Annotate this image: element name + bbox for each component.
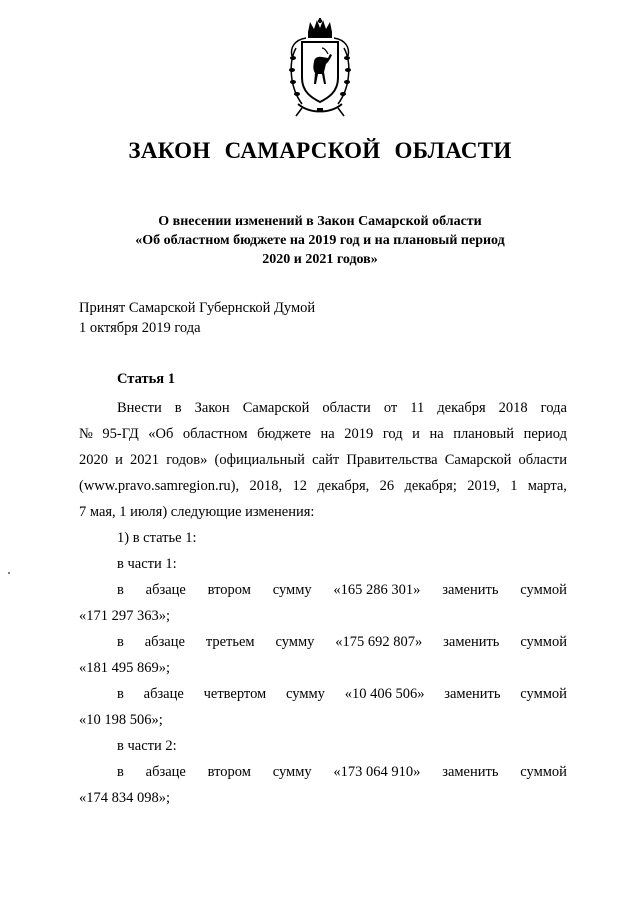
article-line: в части 1:: [117, 556, 177, 572]
article-word: абзаце: [144, 634, 185, 650]
article-word: 2018,: [249, 478, 283, 494]
article-body: [79, 395, 567, 811]
article-word: заменить: [443, 634, 500, 650]
article-word: декабря;: [404, 478, 457, 494]
article-word: 2018: [498, 400, 528, 416]
article-heading: Статья 1: [117, 371, 175, 387]
article-word: 26: [379, 478, 395, 494]
adoption-date: 1 октября 2019 года: [79, 320, 201, 336]
article-line: [79, 473, 567, 499]
article-word: области: [518, 452, 567, 468]
article-word: и: [115, 452, 123, 468]
article-word: на: [320, 426, 335, 442]
article-line: «181 495 869»;: [79, 660, 171, 676]
article-word: суммой: [520, 634, 567, 650]
article-word: сайт: [312, 452, 340, 468]
article-word: 1: [510, 478, 518, 494]
article-word: в: [117, 764, 124, 780]
article-word: сумму: [275, 634, 315, 650]
article-word: года: [540, 400, 567, 416]
article-word: в: [117, 634, 124, 650]
article-word: третьем: [205, 634, 255, 650]
article-word: год: [382, 426, 403, 442]
article-word: абзаце: [145, 764, 186, 780]
article-word: суммой: [520, 582, 567, 598]
adoption-note: [79, 298, 315, 338]
article-word: области: [322, 400, 371, 416]
samara-coat-of-arms-icon: [284, 18, 356, 122]
article-word: «175 692 807»: [335, 634, 423, 650]
article-word: в: [174, 400, 182, 416]
subtitle-line: 2020 и 2021 годов»: [262, 252, 378, 267]
article-word: втором: [207, 764, 251, 780]
article-line: [79, 421, 567, 447]
article-line: «10 198 506»;: [79, 712, 163, 728]
article-word: 2021: [130, 452, 160, 468]
article-word: сумму: [272, 582, 312, 598]
article-line: [79, 629, 567, 655]
article-line: [79, 577, 567, 603]
article-word: заменить: [442, 764, 499, 780]
article-word: период: [523, 426, 567, 442]
article-word: областном: [182, 426, 248, 442]
article-word: 12: [292, 478, 307, 494]
article-word: 11: [410, 400, 425, 416]
article-line: «171 297 363»;: [79, 608, 171, 624]
article-line: в части 2:: [117, 738, 177, 754]
article-line: «174 834 098»;: [79, 790, 171, 806]
article-word: Внести: [117, 400, 162, 416]
article-line: [79, 759, 567, 785]
article-word: сумму: [272, 764, 312, 780]
article-word: (официальный: [214, 452, 305, 468]
article-word: в: [117, 582, 124, 598]
article-word: в: [117, 686, 124, 702]
article-word: бюджете: [257, 426, 311, 442]
article-line: 1) в статье 1:: [117, 530, 197, 546]
article-word: Самарской: [444, 452, 512, 468]
article-word: Самарской: [242, 400, 310, 416]
article-word: (www.pravo.samregion.ru),: [79, 478, 240, 494]
article-word: плановый: [453, 426, 515, 442]
article-word: заменить: [444, 686, 501, 702]
article-word: и: [412, 426, 420, 442]
article-word: 2019,: [467, 478, 500, 494]
article-word: Правительства: [346, 452, 438, 468]
article-word: заменить: [442, 582, 499, 598]
article-word: абзаце: [143, 686, 184, 702]
subtitle-line: «Об областном бюджете на 2019 год и на плановый период: [135, 233, 505, 248]
article-word: марта,: [527, 478, 567, 494]
article-word: «10 406 506»: [344, 686, 425, 702]
law-title: ЗАКОН САМАРСКОЙ ОБЛАСТИ: [128, 138, 512, 163]
adoption-line: Принят Самарской Губернской Думой: [79, 300, 316, 316]
article-word: 2019: [344, 426, 374, 442]
article-word: суммой: [520, 686, 567, 702]
article-word: четвертом: [203, 686, 267, 702]
article-word: «165 286 301»: [333, 582, 421, 598]
article-word: №: [79, 426, 93, 442]
article-line: 7 мая, 1 июля) следующие изменения:: [79, 504, 315, 520]
article-word: суммой: [520, 764, 567, 780]
article-line: [79, 395, 567, 421]
article-word: годов»: [166, 452, 208, 468]
scan-speck: [8, 572, 10, 574]
article-word: на: [429, 426, 444, 442]
article-word: «Об: [148, 426, 174, 442]
article-word: «173 064 910»: [333, 764, 421, 780]
article-word: абзаце: [145, 582, 186, 598]
article-word: Закон: [194, 400, 230, 416]
article-line: [79, 447, 567, 473]
article-line: [79, 681, 567, 707]
article-word: втором: [207, 582, 251, 598]
law-subtitle: [60, 212, 580, 269]
article-word: от: [383, 400, 398, 416]
article-word: декабря: [437, 400, 486, 416]
article-word: 95-ГД: [102, 426, 139, 442]
article-word: декабря,: [317, 478, 370, 494]
subtitle-line: О внесении изменений в Закон Самарской области: [158, 214, 482, 229]
article-word: 2020: [79, 452, 108, 468]
article-word: сумму: [286, 686, 325, 702]
